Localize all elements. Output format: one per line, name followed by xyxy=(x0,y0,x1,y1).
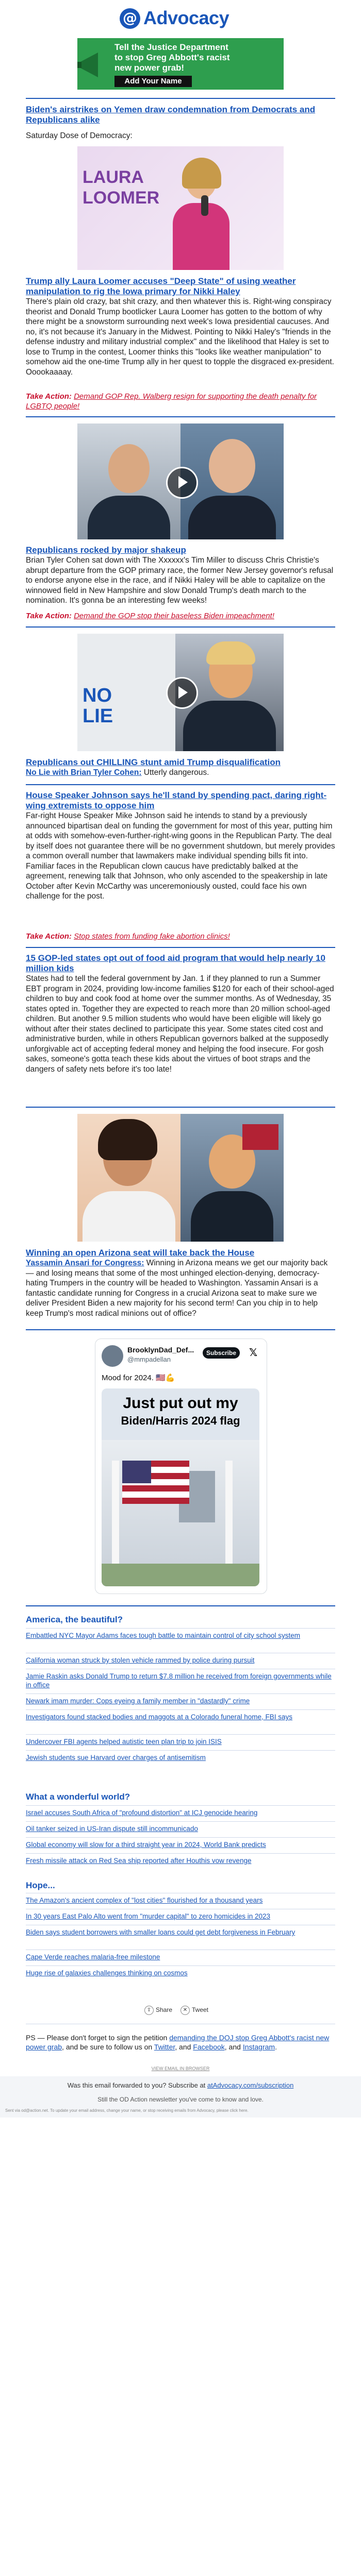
take-action-link[interactable]: Demand GOP Rep. Walberg resign for supporting the death penalty for LGBTQ people! xyxy=(26,392,317,411)
headline-link[interactable]: The Amazon's ancient complex of "lost cities" flourished for a thousand years xyxy=(26,1896,263,1904)
ps-and-2: , and xyxy=(224,2043,243,2051)
forward-text: Was this email forwarded to you? Subscribe at xyxy=(67,2081,207,2089)
headline-link[interactable]: Oil tanker seized in US-Iran dispute still incommunicado xyxy=(26,1825,198,1833)
ps-paragraph xyxy=(26,2033,335,2052)
headline-link[interactable]: In 30 years East Palo Alto went from "murder capital" to zero homicides in 2023 xyxy=(26,1912,271,1920)
take-action-link[interactable]: Demand the GOP stop their baseless Biden impeachment! xyxy=(74,612,274,620)
story4-headline-link[interactable]: House Speaker Johnson says he'll stand by spending pact, daring right-wing extremists to oppose him xyxy=(26,790,327,810)
hope-heading: Hope... xyxy=(26,1880,55,1890)
story2-take-action xyxy=(26,611,335,621)
list-divider xyxy=(26,1965,335,1966)
headline-link[interactable]: Biden says student borrowers with smaller loans could get debt forgiveness in February xyxy=(26,1928,296,1936)
ansari-text: Winning in Arizona means we get our majority back — and losing means that some of the most unhinged election-denying, democracy-hating Trumpers in the country will be headed to Washington. Yassamin Ansari is a fantastic candidate running for Congress in a crucial Arizona seat to make sure we deliver President Biden a new majority for his second term! Can you chip in to help keep Trump's most radical minions out of office? xyxy=(26,1259,328,1318)
divider xyxy=(26,98,335,99)
america-heading: America, the beautiful? xyxy=(26,1615,123,1624)
story1-body: There's plain old crazy, bat shit crazy, and then whatever this is. Right-wing conspiracy theorist and Donald Trump bootlicker Laura Loomer has gotten to the bottom of why there might be a snowstorm surrounding next week's Iowa presidential caucuses. And no, it's not because it's January in the Midwest. Pointing to Nikki Haley's "friends in the defense industry and military industrial complex" and the likelihood that Haley is set to lose to Trump in the contest, Loomer thinks this "looks like weather manipulation" to somehow aid the one-time Trump ally in her quest to topple the disgraced ex-president. Ooookaaaay. xyxy=(26,297,334,377)
headline-link[interactable]: Jamie Raskin asks Donald Trump to return $7.8 million he received from foreign governments while in office xyxy=(26,1672,332,1689)
footer-fine-print[interactable]: Sent via od@action.net. To update your email address, change your name, or stop receiving emails from Advocacy, please click here. xyxy=(5,2108,249,2113)
headline-link[interactable]: Huge rise of galaxies challenges thinking on cosmos xyxy=(26,1969,188,1977)
story2-headline-link[interactable]: Republicans rocked by major shakeup xyxy=(26,545,186,555)
divider xyxy=(26,626,335,628)
list-divider xyxy=(26,1821,335,1822)
us-flag-icon xyxy=(122,1461,189,1504)
story4-take-action xyxy=(26,931,335,941)
take-action-label: Take Action: xyxy=(26,392,72,401)
world-heading: What a wonderful world? xyxy=(26,1792,130,1802)
candidate-photo xyxy=(77,1114,180,1242)
headline-link[interactable]: Jewish students sue Harvard over charges of antisemitism xyxy=(26,1754,206,1761)
left-portrait xyxy=(77,423,180,539)
subscribe-link[interactable]: atAdvocacy.com/subscription xyxy=(207,2081,294,2089)
instagram-link[interactable]: Instagram xyxy=(242,2043,275,2051)
headline-link[interactable]: Global economy will slow for a third straight year in 2024, World Bank predicts xyxy=(26,1841,266,1849)
ps-mid: , and be sure to follow us on xyxy=(62,2043,154,2051)
take-action-label: Take Action: xyxy=(26,612,72,620)
divider xyxy=(26,947,335,948)
megaphone-icon xyxy=(76,49,112,80)
twitter-link[interactable]: Twitter xyxy=(154,2043,175,2051)
ansari-campaign-image[interactable] xyxy=(77,1114,284,1242)
banner-line-1: Tell the Justice Department xyxy=(114,42,228,52)
no-lie-link[interactable]: No Lie with Brian Tyler Cohen: xyxy=(26,768,142,777)
tweet-image-headline-1: Just put out my xyxy=(123,1395,238,1412)
take-action-link[interactable]: Stop states from funding fake abortion clinics! xyxy=(74,932,230,941)
embedded-tweet[interactable] xyxy=(95,1338,267,1594)
no-lie-text: Utterly dangerous. xyxy=(141,768,209,777)
story2-body: Brian Tyler Cohen sat down with The Xxxxxx's Tim Miller to discuss Chris Christie's abrupt departure from the GOP primary race, the former New Jersey governor's refusal to endorse anyone else in the race, and if Nikki Haley will be able to capitalize on the winnowed field in New Hampshire and slow Donald Trump's death march to the nomination. It's gonna be an interesting few weeks! xyxy=(26,556,334,605)
story6-headline-link[interactable]: Winning an open Arizona seat will take back the House xyxy=(26,1248,255,1258)
ansari-link[interactable]: Yassamin Ansari for Congress: xyxy=(26,1259,144,1267)
lead-headline-link[interactable]: Biden's airstrikes on Yemen draw condemnation from Democrats and Republicans alike xyxy=(26,105,316,125)
headline-link[interactable]: Embattled NYC Mayor Adams faces tough battle to maintain control of city school system xyxy=(26,1632,300,1639)
story5-body: States had to tell the federal government by Jan. 1 if they planned to run a Summer EBT program in 2024, providing low-income families $120 for each of their school-aged children to buy and cook food at home over the summer months. As of Wednesday, 35 states opted in. Together they are expected to reach more than 20 million school-aged children. But another 9.5 million students who would have been eligible will likely go without after their states declined to participate this year. Some states cited cost and administrative burden, while in others Republican governors balked at the supposedly unforgivable act of accepting federal money and helping the food insecure. For gosh sakes, someone's gotta teach these kids about the virtues of boot straps and the dangers of safety nets before it's too late! xyxy=(26,974,334,1074)
banner-line-3: new power grab! xyxy=(114,63,185,73)
tweet-author-name[interactable]: BrooklynDad_Def... xyxy=(127,1346,194,1354)
list-divider xyxy=(26,1750,335,1751)
tweet-icon[interactable]: ✕ xyxy=(180,2006,190,2015)
headline-link[interactable]: California woman struck by stolen vehicle rammed by police during pursuit xyxy=(26,1656,255,1664)
petition-banner[interactable] xyxy=(77,38,284,90)
play-button-icon[interactable] xyxy=(166,677,198,709)
divider xyxy=(26,416,335,417)
headline-link[interactable]: Israel accuses South Africa of "profound distortion" at ICJ genocide hearing xyxy=(26,1809,258,1817)
ps-petition-link[interactable]: demanding the DOJ stop Greg Abbott's racist new power grab xyxy=(26,2033,330,2051)
logo[interactable] xyxy=(120,7,243,30)
list-divider xyxy=(26,1805,335,1806)
microphone-icon xyxy=(201,195,208,216)
divider xyxy=(26,784,335,785)
subscribe-button[interactable]: Subscribe xyxy=(203,1347,240,1359)
dose-label: Saturday Dose of Democracy: xyxy=(26,131,133,140)
footer-still: Still the OD Action newsletter you've come to know and love. xyxy=(97,2096,264,2103)
brand-name: Advocacy xyxy=(143,7,229,28)
story5-headline-link[interactable]: 15 GOP-led states opt out of food aid program that would help nearly 10 million kids xyxy=(26,953,325,973)
divider xyxy=(26,1605,335,1606)
story4-body: Far-right House Speaker Mike Johnson said he intends to stand by a previously announced bipartisan deal on funding the government for most of this year, putting him at odds with somehow-even-further-right-wing goons in the Republican Party. The deal by itself does not guarantee there will be no government shutdown, but merely provides a common overall number that lawmakers make individual spending bills fit into. Familiar faces in the Republican clown caucus have predictably balked at the agreement, renewing talk that Johnson, who only ascended to the speakership in late October after Kevin McCarthy was unceremoniously ousted, could face his own challenge for the post. xyxy=(26,811,335,901)
list-divider xyxy=(26,1693,335,1694)
banner-line-2: to stop Greg Abbott's racist xyxy=(114,53,230,62)
person-figure xyxy=(173,162,229,270)
story1-headline-link[interactable]: Trump ally Laura Loomer accuses "Deep State" of using weather manipulation to rig the Iowa primary for Nikki Haley xyxy=(26,276,296,296)
tweet-image[interactable] xyxy=(102,1388,259,1586)
tweet-text: Mood for 2024. 🇺🇸💪 xyxy=(102,1374,175,1382)
footer xyxy=(0,2076,361,2117)
tweet-handle[interactable]: @mmpadellan xyxy=(127,1355,171,1363)
list-divider xyxy=(26,1853,335,1854)
story1-take-action xyxy=(26,392,335,411)
facebook-link[interactable]: Facebook xyxy=(193,2043,225,2051)
tweet-image-headline-2: Biden/Harris 2024 flag xyxy=(121,1414,240,1427)
view-in-browser-link[interactable]: VIEW EMAIL IN BROWSER xyxy=(151,2066,210,2071)
play-button-icon[interactable] xyxy=(166,467,198,499)
tweet-button[interactable]: Tweet xyxy=(192,2006,209,2013)
list-divider xyxy=(26,1709,335,1710)
divider xyxy=(26,1329,335,1330)
avatar[interactable] xyxy=(102,1345,123,1367)
share-icon[interactable]: ⇪ xyxy=(144,2006,154,2015)
list-divider xyxy=(26,1837,335,1838)
forward-line xyxy=(0,2081,361,2089)
list-divider xyxy=(26,1628,335,1629)
story6-body xyxy=(26,1258,335,1318)
no-lie-logo-text: NO LIE xyxy=(83,685,113,727)
headline-link[interactable]: Fresh missile attack on Red Sea ship reported after Houthis vow revenge xyxy=(26,1857,252,1865)
story3-subline xyxy=(26,768,335,778)
trump-photo xyxy=(180,1114,284,1242)
add-your-name-button[interactable]: Add Your Name xyxy=(114,76,192,87)
list-divider xyxy=(26,1734,335,1735)
headline-link[interactable]: Cape Verde reaches malaria-free milestone xyxy=(26,1953,160,1961)
poster-text: LAURA LOOMER xyxy=(83,167,160,208)
share-button[interactable]: Share xyxy=(156,2006,173,2013)
at-logo-icon: @ xyxy=(120,8,140,29)
story3-headline-link[interactable]: Republicans out CHILLING stunt amid Trump disqualification xyxy=(26,757,281,767)
no-lie-video-thumbnail[interactable] xyxy=(77,634,284,751)
shakeup-video-thumbnail[interactable] xyxy=(77,423,284,539)
headline-link[interactable]: Undercover FBI agents helped autistic teen plan trip to join ISIS xyxy=(26,1738,222,1745)
divider xyxy=(26,1107,335,1108)
x-logo-icon: 𝕏 xyxy=(249,1346,258,1359)
share-bar xyxy=(144,2005,217,2015)
laura-loomer-image[interactable] xyxy=(77,146,284,270)
take-action-label: Take Action: xyxy=(26,932,72,941)
ps-and: , and xyxy=(175,2043,193,2051)
ps-end: . xyxy=(275,2043,277,2051)
headline-link[interactable]: Investigators found stacked bodies and maggots at a Colorado funeral home, FBI says xyxy=(26,1713,293,1721)
headline-link[interactable]: Newark imam murder: Cops eyeing a family member in "dastardly" crime xyxy=(26,1697,250,1705)
ps-prefix: PS — Please don't forget to sign the petition xyxy=(26,2033,170,2042)
